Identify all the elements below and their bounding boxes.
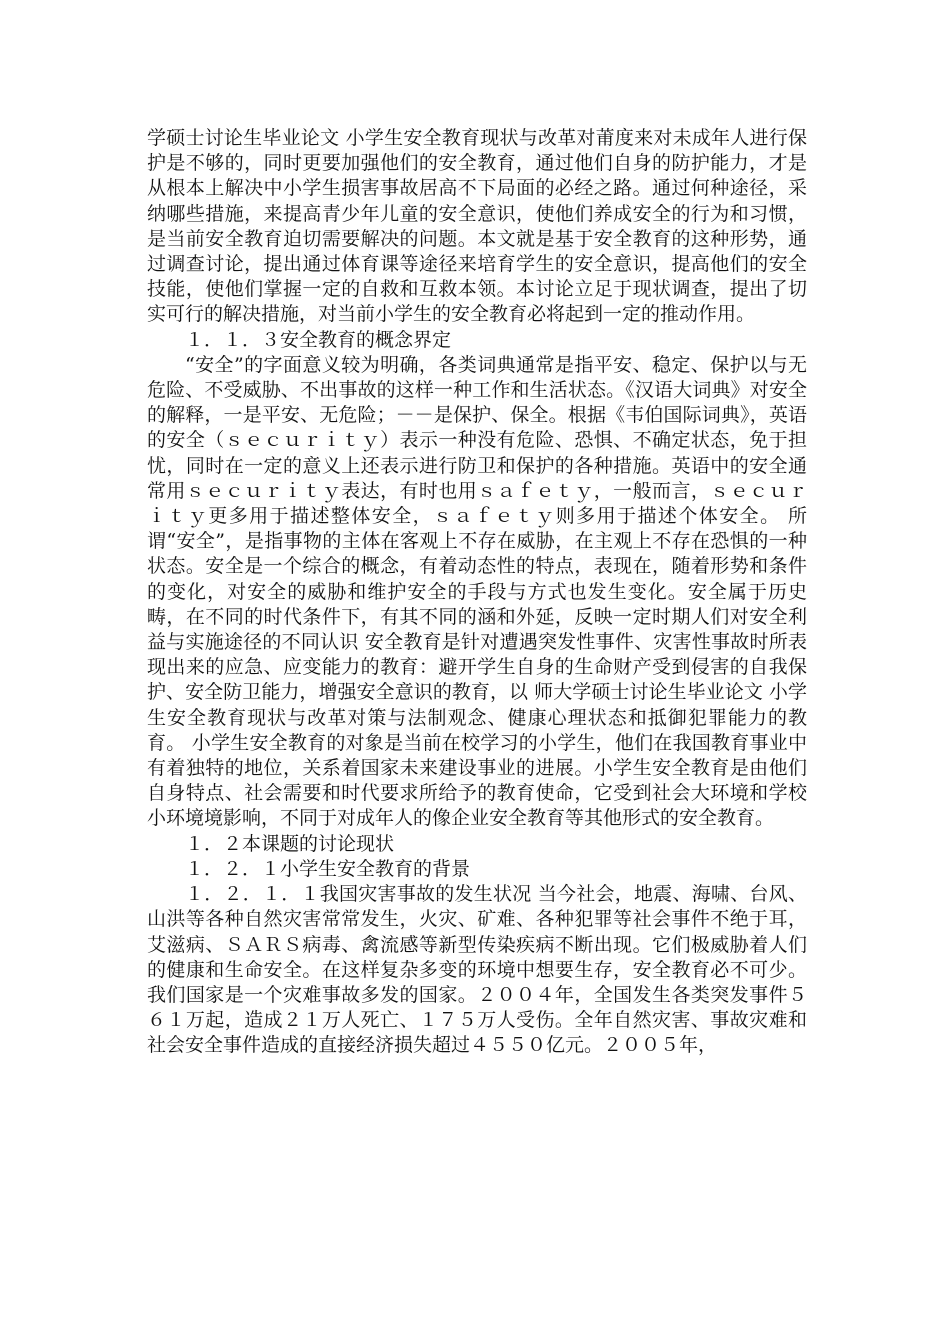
heading-1-2: １．２本课题的讨论现状 [185, 832, 395, 855]
heading-1-2-1: １．２．１小学生安全教育的背景 [185, 857, 471, 880]
paragraph-safety-definition: “安全”的字面意义较为明确，各类词典通常是指平安、稳定、保护以与无危险、不受威胁、不出事故的这样一种工作和生活状态。《汉语大词典》对安全的解释，一是平安、无危险；－－是保护、保全。根据《韦伯国际词典》，英语的安全（ｓｅｃｕｒｉｔｙ）表示一种没有危险、恐惧、不确定状态，免于担忧，同时在一定的意义上还表示进行防卫和保护的各种措施。英语中的安全通常用ｓｅｃｕｒｉｔｙ表达，有时也用ｓａｆｅｔｙ，一般而言，ｓｅｃｕｒｉｔｙ更多用于描述整体安全，ｓａｆｅｔｙ则多用于描述个体安全。 所谓“安全”，是指事物的主体在客观上不存在威胁，在主观上不存在恐惧的一种状态。安全是一个综合的概念，有着动态性的特点，表现在，随着形势和条件的变化，对安全的威胁和维护安全的手段与方式也发生变化。安全属于历史畴，在不同的时代条件下，有其不同的涵和外延，反映一定时期人们对安全利益与实施途径的不同认识 安全教育是针对遭遇突发性事件、灾害性事故时所表现出来的应急、应变能力的教育：避开学生自身的生命财产受到侵害的自我保护、安全防卫能力，增强安全意识的教育，以 师大学硕士讨论生毕业论文 小学生安全教育现状与改革对策与法制观念、健康心理状态和抵御犯罪能力的教育。 小学生安全教育的对象是当前在校学习的小学生，他们在我国教育事业中有着独特的地位，关系着国家未来建设事业的进展。小学生安全教育是由他们自身特点、社会需要和时代要求所给予的教育使命，它受到社会大环境和学校小环境境影响，不同于对成年人的像企业安全教育等其他形式的安全教育。 [147, 353, 807, 830]
document-page [147, 126, 807, 1059]
paragraph-intro: 学硕士讨论生毕业论文 小学生安全教育现状与改革对莆度来对未成年人进行保护是不够的，同时更要加强他们的安全教育，通过他们自身的防护能力，才是从根本上解决中小学生损害事故居高不下局面的必经之路。通过何种途径，采纳哪些措施，来提高青少年儿童的安全意识，使他们养成安全的行为和习惯，是当前安全教育迫切需要解决的问题。本文就是基于安全教育的这种形势，通过调查讨论，提出通过体育课等途径来培育学生的安全意识，提高他们的安全技能，使他们掌握一定的自救和互救本领。本讨论立足于现状调查，提出了切实可行的解决措施，对当前小学生的安全教育必将起到一定的推动作用。 [147, 127, 807, 326]
paragraph-disaster-status: １．２．１．１我国灾害事故的发生状况 当今社会，地震、海啸、台风、山洪等各种自然灾害常常发生，火灾、矿难、各种犯罪等社会事件不绝于耳，艾滋病、ＳＡＲＳ病毒、禽流感等新型传染疾病不断出现。它们极威胁着人们的健康和生命安全。在这样复杂多变的环境中想要生存，安全教育必不可少。 我们国家是一个灾难事故多发的国家。２００４年，全国发生各类突发事件５６１万起，造成２１万人死亡、１７５万人受伤。全年自然灾害、事故灾难和社会安全事件造成的直接经济损失超过４５５０亿元。２００５年， [147, 883, 807, 1057]
heading-1-1-3: １．１．３安全教育的概念界定 [185, 328, 452, 351]
